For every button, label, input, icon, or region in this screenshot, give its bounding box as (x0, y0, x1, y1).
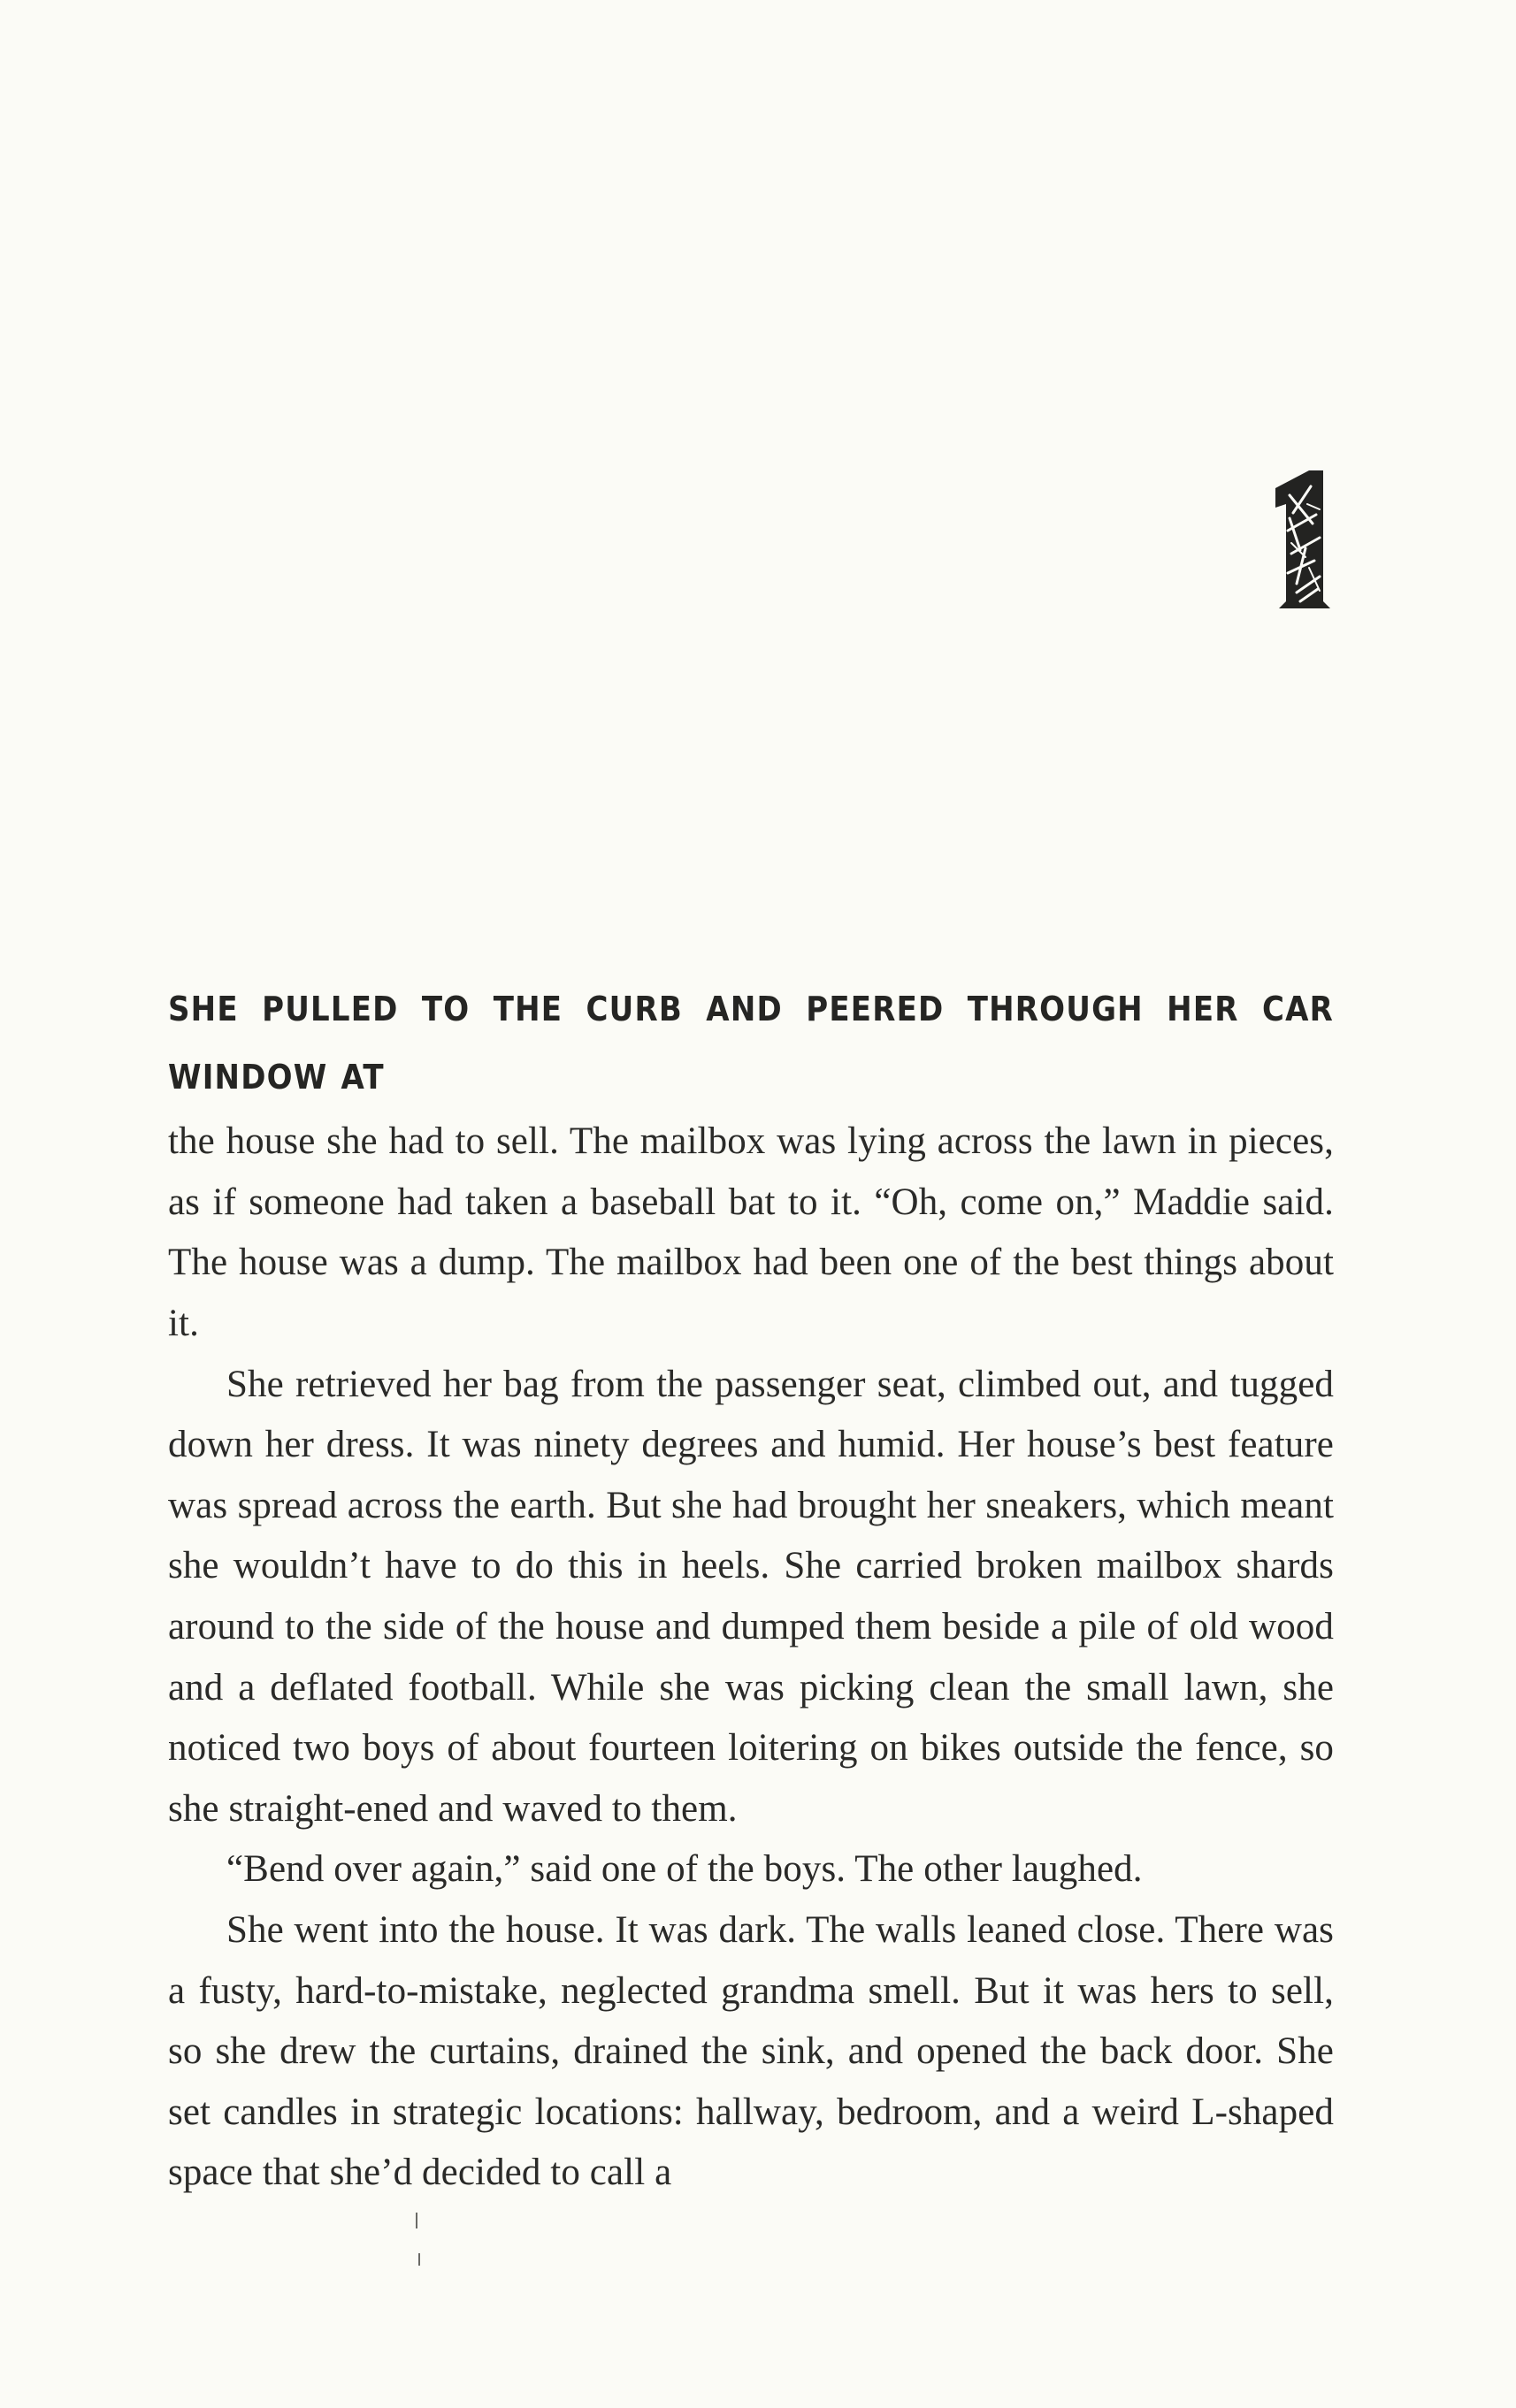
paragraph-1 (168, 990, 1334, 1355)
paragraph-4: She went into the house. It was dark. The walls leaned close. There was a fusty, hard-to-mistake, neglected grandma smell. But it was hers to sell, so she drew the curtains, drained the sink, and opened the back door. She set candles in strategic locations: hallway, bedroom, and a weird L-shaped space that she’d decided to call a (168, 1908, 1334, 2194)
scan-mark (416, 2213, 417, 2228)
scan-mark (418, 2253, 420, 2266)
paragraph-2: She retrieved her bag from the passenger seat, climbed out, and tugged down her dress. It was ninety degrees and humid. Her house’s best feature was spread across the earth. But she had brought her sneakers, which meant she wouldn’t have to do this in heels. She carried broken mailbox shards around to the side of the house and dumped them beside a pile of old wood and a deflated football. While she was picking clean the small lawn, she noticed two boys of about fourteen loitering on bikes outside the fence, so she straight-ened and waved to them. (168, 1363, 1334, 1830)
paragraph-1-text: the house she had to sell. The mailbox was lying across the lawn in pieces, as if someone had taken a baseball bat to it. “Oh, come on,” Maddie said. The house was a dump. The mailbox had been one of the best things about it. (168, 1120, 1334, 1344)
body-text (168, 990, 1334, 2204)
paragraph-3: “Bend over again,” said one of the boys. The other laughed. (226, 1848, 1143, 1891)
chapter-number-glyph (1270, 469, 1332, 610)
chapter-lead-in: SHE PULLED TO THE CURB AND PEERED THROUGH HER CAR WINDOW AT (168, 990, 1334, 1097)
chapter-number (1270, 469, 1332, 610)
